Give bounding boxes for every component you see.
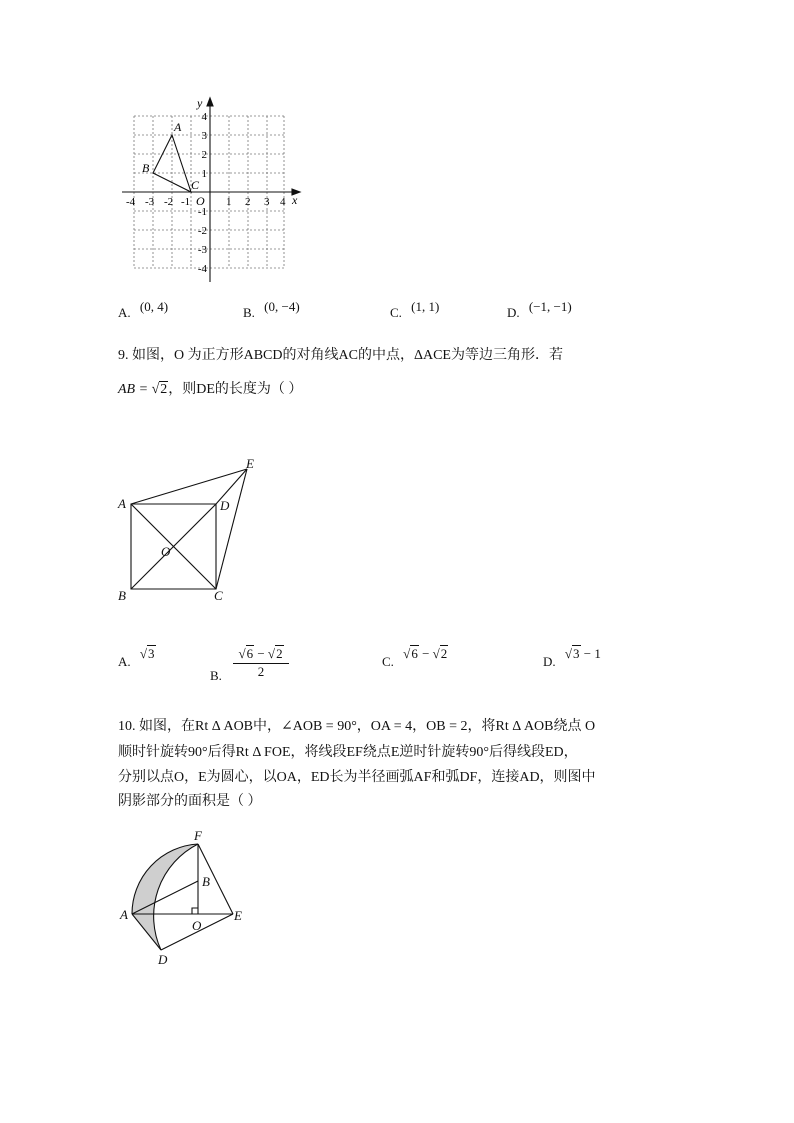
point-a-label: A bbox=[118, 496, 126, 511]
option-letter: A. bbox=[118, 305, 131, 320]
sqrt-two: √2 bbox=[151, 382, 168, 397]
q10-question-line-4: 阴影部分的面积是（ ） bbox=[118, 794, 262, 809]
q10-question-line-1: 10. 如图，在Rt Δ AOB中，∠AOB = 90°，OA = 4，OB = 2，将Rt Δ AOB绕点 O bbox=[118, 719, 596, 734]
x-tick-label: 2 bbox=[245, 196, 251, 208]
y-tick-label: -3 bbox=[197, 244, 207, 256]
point-b-label: B bbox=[142, 161, 150, 175]
ab-equation-prefix: AB = bbox=[118, 382, 152, 397]
minus-one: − 1 bbox=[583, 646, 601, 661]
q8-option-d[interactable] bbox=[507, 299, 572, 321]
point-e-label: E bbox=[234, 908, 242, 923]
q9-question-line-1: 9. 如图，O 为正方形ABCD的对角线AC的中点，ΔACE为等边三角形．若 bbox=[118, 348, 563, 363]
y-axis-arrow bbox=[207, 98, 213, 106]
x-tick-label: -1 bbox=[181, 196, 191, 208]
fraction-numerator bbox=[233, 646, 289, 664]
option-value: (−1, −1) bbox=[528, 299, 572, 314]
point-b-label: B bbox=[118, 588, 126, 603]
q9-option-c-expression bbox=[403, 646, 448, 661]
y-tick-label: 2 bbox=[201, 149, 207, 161]
x-tick-label: -2 bbox=[164, 196, 174, 208]
point-f-label: F bbox=[194, 828, 202, 843]
point-a-label: A bbox=[120, 907, 128, 922]
sqrt-six: √6 bbox=[403, 646, 418, 661]
segment-ae bbox=[131, 469, 247, 504]
right-angle-mark bbox=[192, 908, 198, 914]
q10-question-line-2: 顺时针旋转90°后得Rt Δ FOE，将线段EF绕点E逆时针旋转90°后得线段ED， bbox=[118, 745, 578, 760]
minus-sign: − bbox=[422, 646, 430, 661]
origin-label: O bbox=[196, 194, 205, 208]
y-tick-labels bbox=[198, 111, 208, 275]
y-tick-label: -1 bbox=[197, 206, 207, 218]
point-c-label: C bbox=[214, 588, 223, 603]
q9-option-d-expression bbox=[565, 646, 601, 661]
point-d-label: D bbox=[158, 952, 168, 967]
y-tick-label: 3 bbox=[201, 130, 207, 142]
option-letter: B. bbox=[243, 305, 255, 320]
q8-option-c[interactable] bbox=[390, 299, 440, 321]
option-value: (0, 4) bbox=[139, 299, 169, 314]
point-a-label: A bbox=[174, 120, 182, 134]
q9-option-b[interactable] bbox=[210, 668, 222, 684]
q9-option-a[interactable] bbox=[118, 646, 156, 670]
option-letter: C. bbox=[390, 305, 402, 320]
option-value: (1, 1) bbox=[411, 299, 440, 314]
sqrt-three: √3 bbox=[564, 646, 580, 661]
point-o-label: O bbox=[161, 544, 171, 559]
q9-line-2-suffix: ，则DE的长度为（ ） bbox=[168, 382, 303, 397]
point-d-label: D bbox=[220, 498, 230, 513]
x-tick-label: -4 bbox=[126, 196, 136, 208]
option-letter: D. bbox=[543, 654, 556, 669]
sqrt-two: √2 bbox=[432, 646, 448, 661]
sqrt-six: √6 bbox=[238, 646, 254, 661]
x-tick-label: 1 bbox=[226, 196, 232, 208]
q9-option-b-fraction bbox=[233, 646, 289, 680]
sqrt-three: √3 bbox=[139, 646, 155, 661]
point-b-label: B bbox=[202, 874, 210, 889]
square-triangle-figure bbox=[112, 452, 272, 604]
q9-option-c[interactable] bbox=[382, 646, 448, 670]
rotation-arc-figure bbox=[112, 824, 262, 969]
triangle-abc bbox=[153, 135, 191, 192]
x-axis-label: x bbox=[292, 193, 298, 207]
x-tick-label: -3 bbox=[145, 196, 155, 208]
point-o-label: O bbox=[192, 918, 202, 933]
option-letter: A. bbox=[118, 654, 131, 669]
x-tick-label: 4 bbox=[280, 196, 286, 208]
q9-option-d[interactable] bbox=[543, 646, 601, 670]
option-value: (0, −4) bbox=[264, 299, 300, 314]
q8-option-b[interactable] bbox=[243, 299, 300, 321]
fraction-denominator: 2 bbox=[257, 664, 265, 679]
x-tick-label: 3 bbox=[264, 196, 270, 208]
option-letter: C. bbox=[382, 654, 394, 669]
option-letter: D. bbox=[507, 305, 520, 320]
y-tick-label: 4 bbox=[201, 111, 207, 123]
q10-question-line-3: 分别以点O，E为圆心，以OA，ED长为半径画弧AF和弧DF，连接AD，则图中 bbox=[118, 770, 596, 785]
y-tick-label: -4 bbox=[197, 263, 207, 275]
q8-option-a[interactable] bbox=[118, 299, 169, 321]
y-axis-label: y bbox=[197, 96, 203, 110]
minus-sign: − bbox=[257, 646, 265, 661]
y-tick-label: -2 bbox=[197, 225, 207, 237]
q9-question-line-2 bbox=[118, 378, 302, 398]
y-tick-label: 1 bbox=[201, 168, 207, 180]
point-c-label: C bbox=[191, 178, 200, 192]
sqrt-two: √2 bbox=[267, 646, 283, 661]
coordinate-grid-figure bbox=[118, 92, 308, 282]
option-letter: B. bbox=[210, 668, 222, 683]
point-e-label: E bbox=[246, 456, 254, 471]
